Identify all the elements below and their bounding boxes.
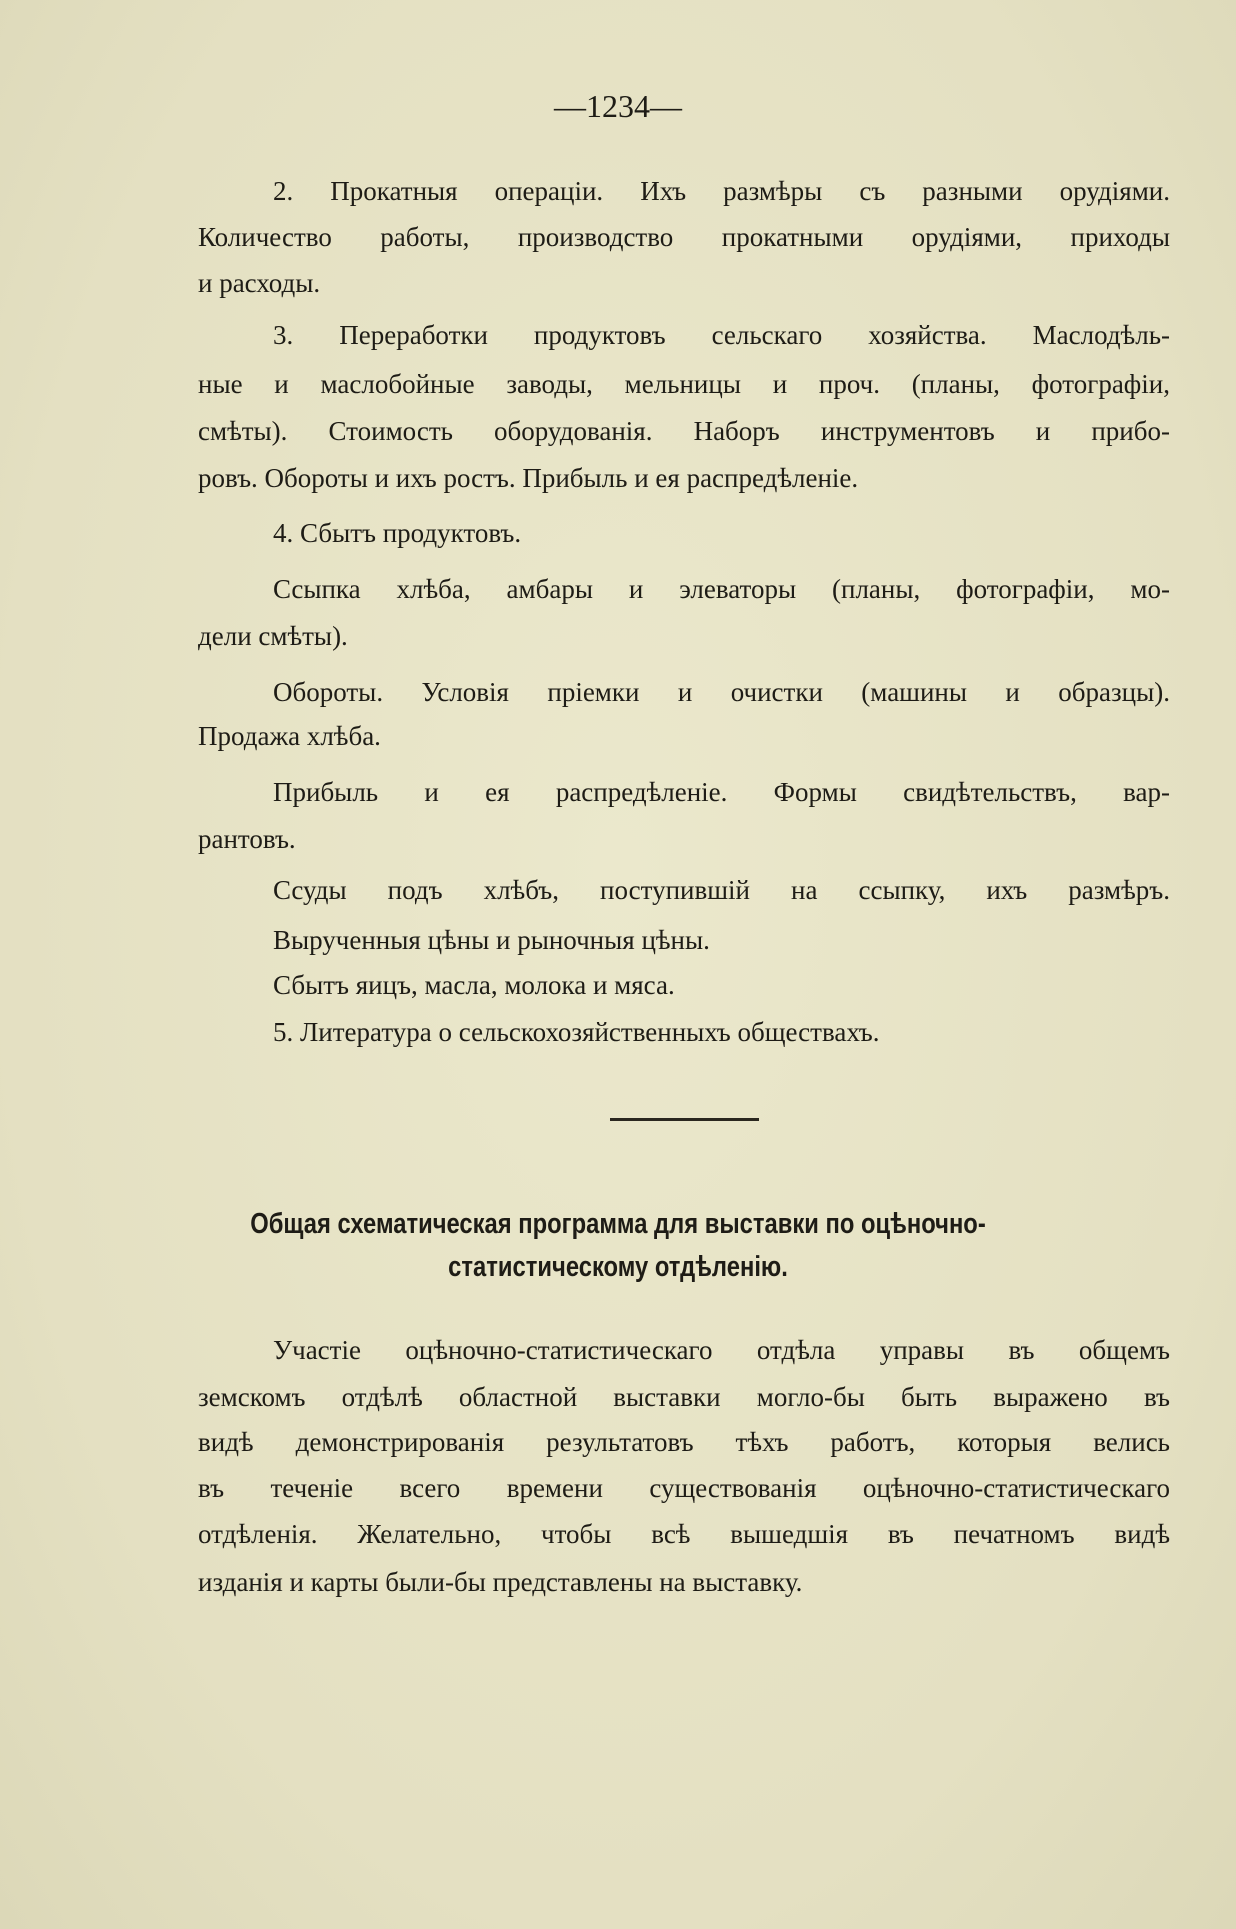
text-line: Вырученныя цѣны и рыночныя цѣны. <box>273 925 710 955</box>
text-line: рантовъ. <box>198 824 296 854</box>
section-heading: статистическому отдѣленію. <box>448 1251 788 1283</box>
page-number: —1234— <box>554 88 682 124</box>
text-line: земскомъ отдѣлѣ областной выставки могло-бы быть выражено въ <box>198 1382 1170 1412</box>
text-line: въ теченіе всего времени существованія оцѣночно-статистическаго <box>198 1473 1170 1503</box>
text-line: Количество работы, производство прокатными орудіями, приходы <box>198 222 1170 252</box>
text-line: Сбытъ яицъ, масла, молока и мяса. <box>273 970 675 1000</box>
text-line: видѣ демонстрированія результатовъ тѣхъ работъ, которыя велись <box>198 1427 1170 1457</box>
section-heading: Общая схематическая программа для выставки по оцѣночно- <box>250 1208 986 1240</box>
text-line: 2. Прокатныя операціи. Ихъ размѣры съ разными орудіями. <box>273 176 1170 206</box>
text-line: Участіе оцѣночно-статистическаго отдѣла управы въ общемъ <box>273 1335 1170 1365</box>
text-line: 5. Литература о сельскохозяйственныхъ обществахъ. <box>273 1017 880 1047</box>
text-line: ные и маслобойные заводы, мельницы и проч. (планы, фотографіи, <box>198 369 1170 399</box>
text-line: Продажа хлѣба. <box>198 721 381 751</box>
text-line: Прибыль и ея распредѣленіе. Формы свидѣтельствъ, вар- <box>273 777 1170 807</box>
text-line: 4. Сбытъ продуктовъ. <box>273 518 522 548</box>
text-line: Ссыпка хлѣба, амбары и элеваторы (планы, фотографіи, мо- <box>273 574 1170 604</box>
section-divider <box>610 1118 759 1121</box>
text-line: смѣты). Стоимость оборудованія. Наборъ инструментовъ и прибо- <box>198 416 1170 446</box>
text-line: изданія и карты были-бы представлены на выставку. <box>198 1567 803 1597</box>
text-line: ровъ. Обороты и ихъ ростъ. Прибыль и ея распредѣленіе. <box>198 463 859 493</box>
text-line: Ссуды подъ хлѣбъ, поступившій на ссыпку, ихъ размѣръ. <box>273 875 1170 905</box>
text-line: Обороты. Условія пріемки и очистки (машины и образцы). <box>273 677 1170 707</box>
text-line: 3. Переработки продуктовъ сельскаго хозяйства. Маслодѣль- <box>273 320 1170 350</box>
text-line: и расходы. <box>198 268 321 298</box>
text-line: отдѣленія. Желательно, чтобы всѣ вышедшія въ печатномъ видѣ <box>198 1519 1170 1549</box>
text-line: дели смѣты). <box>198 621 348 651</box>
